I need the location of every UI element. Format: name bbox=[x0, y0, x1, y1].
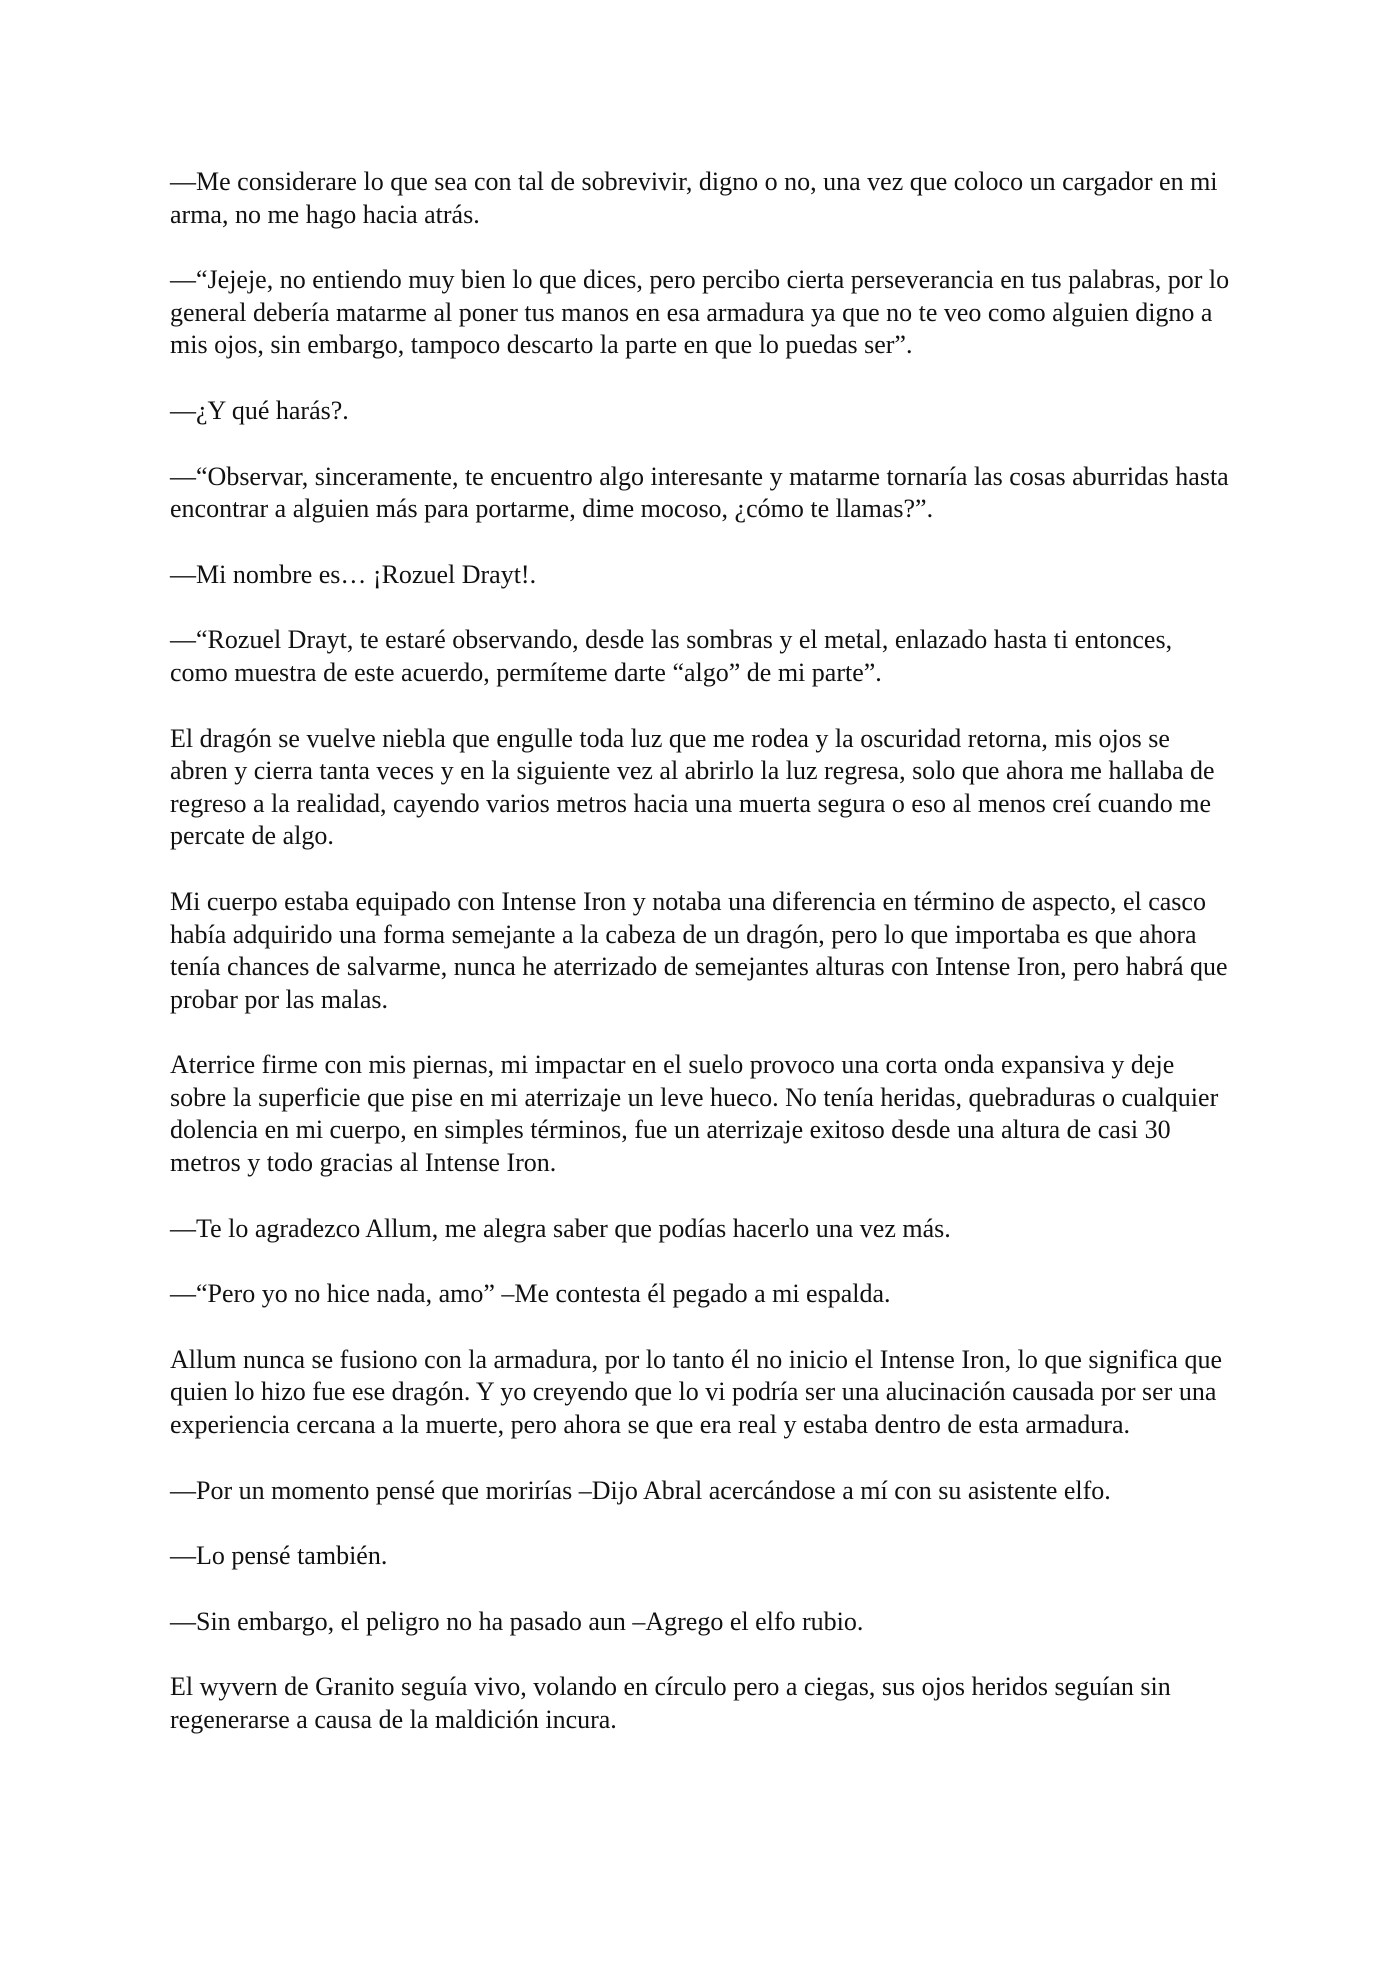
paragraph: —Te lo agradezco Allum, me alegra saber que podías hacerlo una vez más. bbox=[170, 1213, 951, 1243]
paragraph: —Me considerare lo que sea con tal de sobrevivir, digno o no, una vez que coloco un cargador en mi arma, no me hago hacia atrás. bbox=[170, 167, 1218, 229]
paragraph: —“Rozuel Drayt, te estaré observando, desde las sombras y el metal, enlazado hasta ti entonces, como muestra de este acuerdo, permíteme darte “algo” de mi parte”. bbox=[170, 625, 1173, 687]
paragraph: —Sin embargo, el peligro no ha pasado aun –Agrego el elfo rubio. bbox=[170, 1606, 864, 1636]
paragraph: —Mi nombre es… ¡Rozuel Drayt!. bbox=[170, 559, 537, 589]
paragraph: —Lo pensé también. bbox=[170, 1541, 388, 1571]
paragraph: —Por un momento pensé que morirías –Dijo Abral acercándose a mí con su asistente elfo. bbox=[170, 1475, 1111, 1505]
paragraph: —“Observar, sinceramente, te encuentro algo interesante y matarme tornaría las cosas aburridas hasta encontrar a alguien más para portarme, dime mocoso, ¿cómo te llamas?”. bbox=[170, 461, 1229, 524]
paragraph: —“Jejeje, no entiendo muy bien lo que dices, pero percibo cierta perseverancia en tus palabras, por lo general debería matarme al poner tus manos en esa armadura ya que no te veo como alguien digno a mis ojos, sin embargo, tampoco descarto la parte en que lo puedas ser”. bbox=[170, 265, 1230, 360]
paragraph: El dragón se vuelve niebla que engulle toda luz que me rodea y la oscuridad retorna, mis ojos se abren y cierra tanta veces y en la siguiente vez al abrirlo la luz regresa, solo que ahora me hallaba de regreso a la realidad, cayendo varios metros hacia una muerta segura o eso al menos creí cuando me percate de algo. bbox=[170, 723, 1215, 851]
paragraph: —“Pero yo no hice nada, amo” –Me contesta él pegado a mi espalda. bbox=[170, 1279, 891, 1309]
paragraph: Mi cuerpo estaba equipado con Intense Iron y notaba una diferencia en término de aspecto, el casco había adquirido una forma semejante a la cabeza de un dragón, pero lo que importaba es que ahora tenía chances de salvarme, nunca he aterrizado de semejantes alturas con Intense Iron, pero habrá que probar por las malas. bbox=[170, 886, 1228, 1014]
paragraph: Allum nunca se fusiono con la armadura, por lo tanto él no inicio el Intense Iron, lo que significa que quien lo hizo fue ese dragón. Y yo creyendo que lo vi podría ser una alucinación causada por ser una experiencia cercana a la muerte, pero ahora se que era real y estaba dentro de esta armadura. bbox=[170, 1344, 1222, 1440]
paragraph: Aterrice firme con mis piernas, mi impactar en el suelo provoco una corta onda expansiva y deje sobre la superficie que pise en mi aterrizaje un leve hueco. No tenía heridas, quebraduras o cualquier dolencia en mi cuerpo, en simples términos, fue un aterrizaje exitoso desde una altura de casi 30 metros y todo gracias al Intense Iron. bbox=[170, 1050, 1219, 1178]
paragraph: —¿Y qué harás?. bbox=[170, 395, 349, 425]
paragraph: El wyvern de Granito seguía vivo, volando en círculo pero a ciegas, sus ojos heridos seguían sin regenerarse a causa de la maldición incura. bbox=[170, 1672, 1171, 1734]
